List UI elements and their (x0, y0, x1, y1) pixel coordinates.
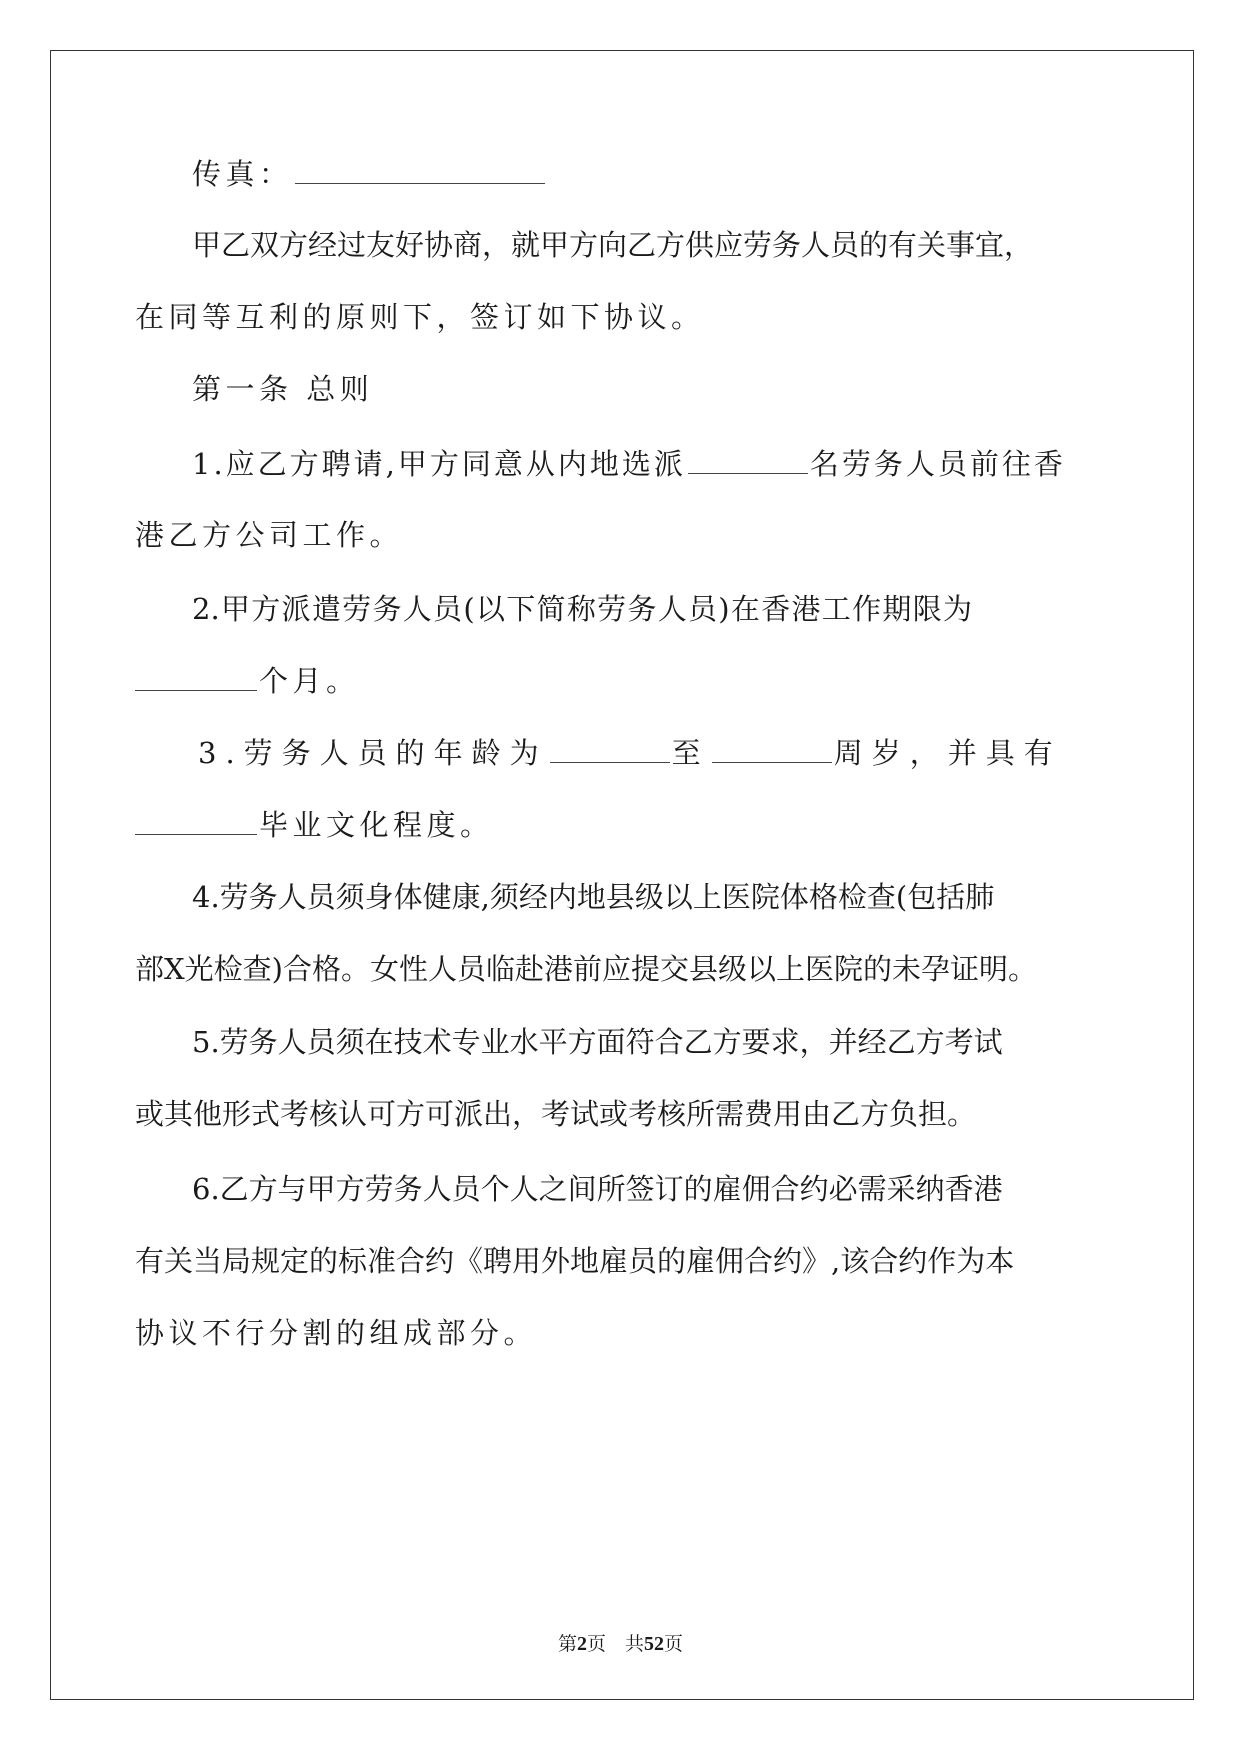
fax-blank (295, 159, 545, 184)
intro-line-1: 甲乙双方经过友好协商，就甲方向乙方供应劳务人员的有关事宜， (192, 228, 1034, 262)
intro-line-2: 在同等互利的原则下，签订如下协议。 (135, 300, 705, 334)
page-footer (0, 1632, 1241, 1656)
item1-text-b: 名劳务人员前往香 (809, 447, 1066, 481)
item4-line-1: 4.劳务人员须身体健康,须经内地县级以上医院体格检查(包括肺 (192, 880, 995, 914)
article1-heading: 第一条 总则 (192, 372, 374, 406)
item4-line-2: 部X光检查)合格。女性人员临赴港前应提交县级以上医院的未孕证明。 (135, 952, 1037, 986)
item3-blank-max-age (712, 738, 832, 763)
footer-mid: 页 共 (586, 1633, 644, 1655)
page-number-total: 52 (644, 1633, 664, 1655)
item5-line-1: 5.劳务人员须在技术专业水平方面符合乙方要求，并经乙方考试 (192, 1025, 1003, 1059)
footer-prefix: 第 (557, 1633, 577, 1655)
item2-blank (135, 666, 257, 691)
fax-label: 传真： (192, 157, 293, 191)
footer-suffix: 页 (664, 1633, 684, 1655)
item2-line-2 (135, 664, 360, 698)
item2-line-1: 2.甲方派遣劳务人员(以下简称劳务人员)在香港工作期限为 (192, 592, 972, 626)
fax-line (192, 157, 547, 191)
item3-text-d: 毕业文化程度。 (259, 808, 494, 842)
item5-line-2: 或其他形式考核认可方可派出，考试或考核所需费用由乙方负担。 (135, 1097, 977, 1131)
page-border (50, 50, 1194, 1700)
item1-blank (688, 449, 808, 474)
item1-text-a: 1.应乙方聘请,甲方同意从内地选派 (192, 447, 686, 481)
item3-text-b: 至 (671, 736, 710, 770)
item6-line-2: 有关当局规定的标准合约《聘用外地雇员的雇佣合约》,该合约作为本 (135, 1244, 1015, 1278)
item3-line-2 (135, 808, 494, 842)
item1-line-2: 港乙方公司工作。 (135, 518, 404, 552)
item3-blank-min-age (550, 738, 670, 763)
item3-text-a: 3.劳务人员的年龄为 (198, 736, 548, 770)
page-number-current: 2 (576, 1633, 587, 1655)
item3-blank-education (135, 810, 257, 835)
item3-line-1 (198, 736, 1062, 770)
item1-line-1 (192, 447, 1066, 481)
item6-line-3: 协议不行分割的组成部分。 (135, 1316, 538, 1350)
item6-line-1: 6.乙方与甲方劳务人员个人之间所签订的雇佣合约必需采纳香港 (192, 1172, 1003, 1206)
item3-text-c: 周岁，并具有 (833, 736, 1062, 770)
item2-text: 个月。 (259, 664, 360, 698)
